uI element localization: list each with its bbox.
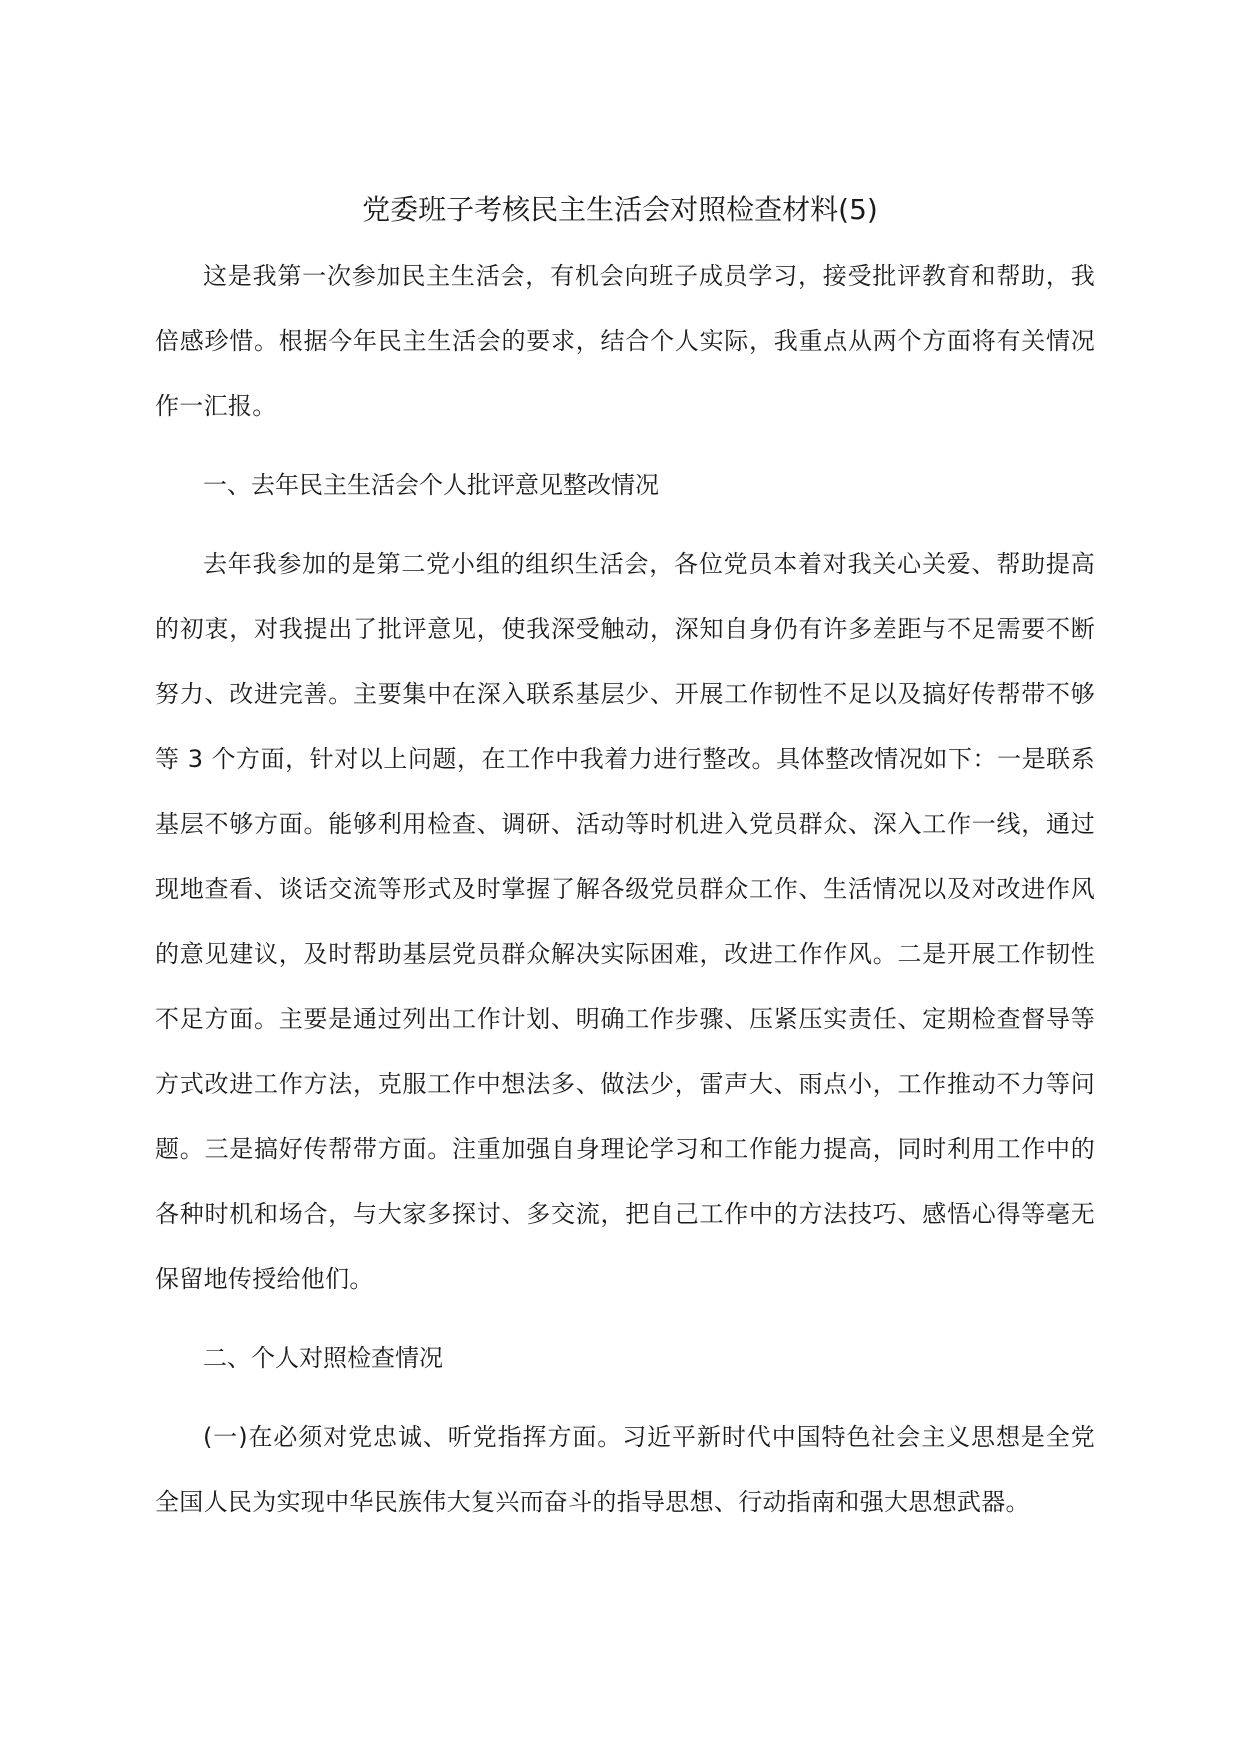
section-1-paragraph: 去年我参加的是第二党小组的组织生活会，各位党员本着对我关心关爱、帮助提高的初衷，对我提出了批评意见，使我深受触动，深知自身仍有许多差距与不足需要不断努力、改进完善。主要集中在深入联系基层少、开展工作韧性不足以及搞好传帮带不够等 3 个方面，针对以上问题，在工作中我着力进行整改。具体整改情况如下：一是联系基层不够方面。能够利用检查、调研、活动等时机进入党员群众、深入工作一线，通过现地查看、谈话交流等形式及时掌握了解各级党员群众工作、生活情况以及对改进作风的意见建议，及时帮助基层党员群众解决实际困难，改进工作作风。二是开展工作韧性不足方面。主要是通过列出工作计划、明确工作步骤、压紧压实责任、定期检查督导等方式改进工作方法，克服工作中想法多、做法少，雷声大、雨点小，工作推动不力等问题。三是搞好传帮带方面。注重加强自身理论学习和工作能力提高，同时利用工作中的各种时机和场合，与大家多探讨、多交流，把自己工作中的方法技巧、感悟心得等毫无保留地传授给他们。 <box>155 550 1095 1293</box>
intro-paragraph: 这是我第一次参加民主生活会，有机会向班子成员学习，接受批评教育和帮助，我倍感珍惜。根据今年民主生活会的要求，结合个人实际，我重点从两个方面将有关情况作一汇报。 <box>155 262 1095 420</box>
document-title: 党委班子考核民主生活会对照检查材料(5) <box>362 193 878 226</box>
section-1-heading: 一、去年民主生活会个人批评意见整改情况 <box>203 471 659 499</box>
section-2-heading: 二、个人对照检查情况 <box>203 1344 443 1372</box>
document-body <box>155 244 1095 1549</box>
section-2-paragraph: (一)在必须对党忠诚、听党指挥方面。习近平新时代中国特色社会主义思想是全党全国人民为实现中华民族伟大复兴而奋斗的指导思想、行动指南和强大思想武器。 <box>155 1423 1095 1516</box>
